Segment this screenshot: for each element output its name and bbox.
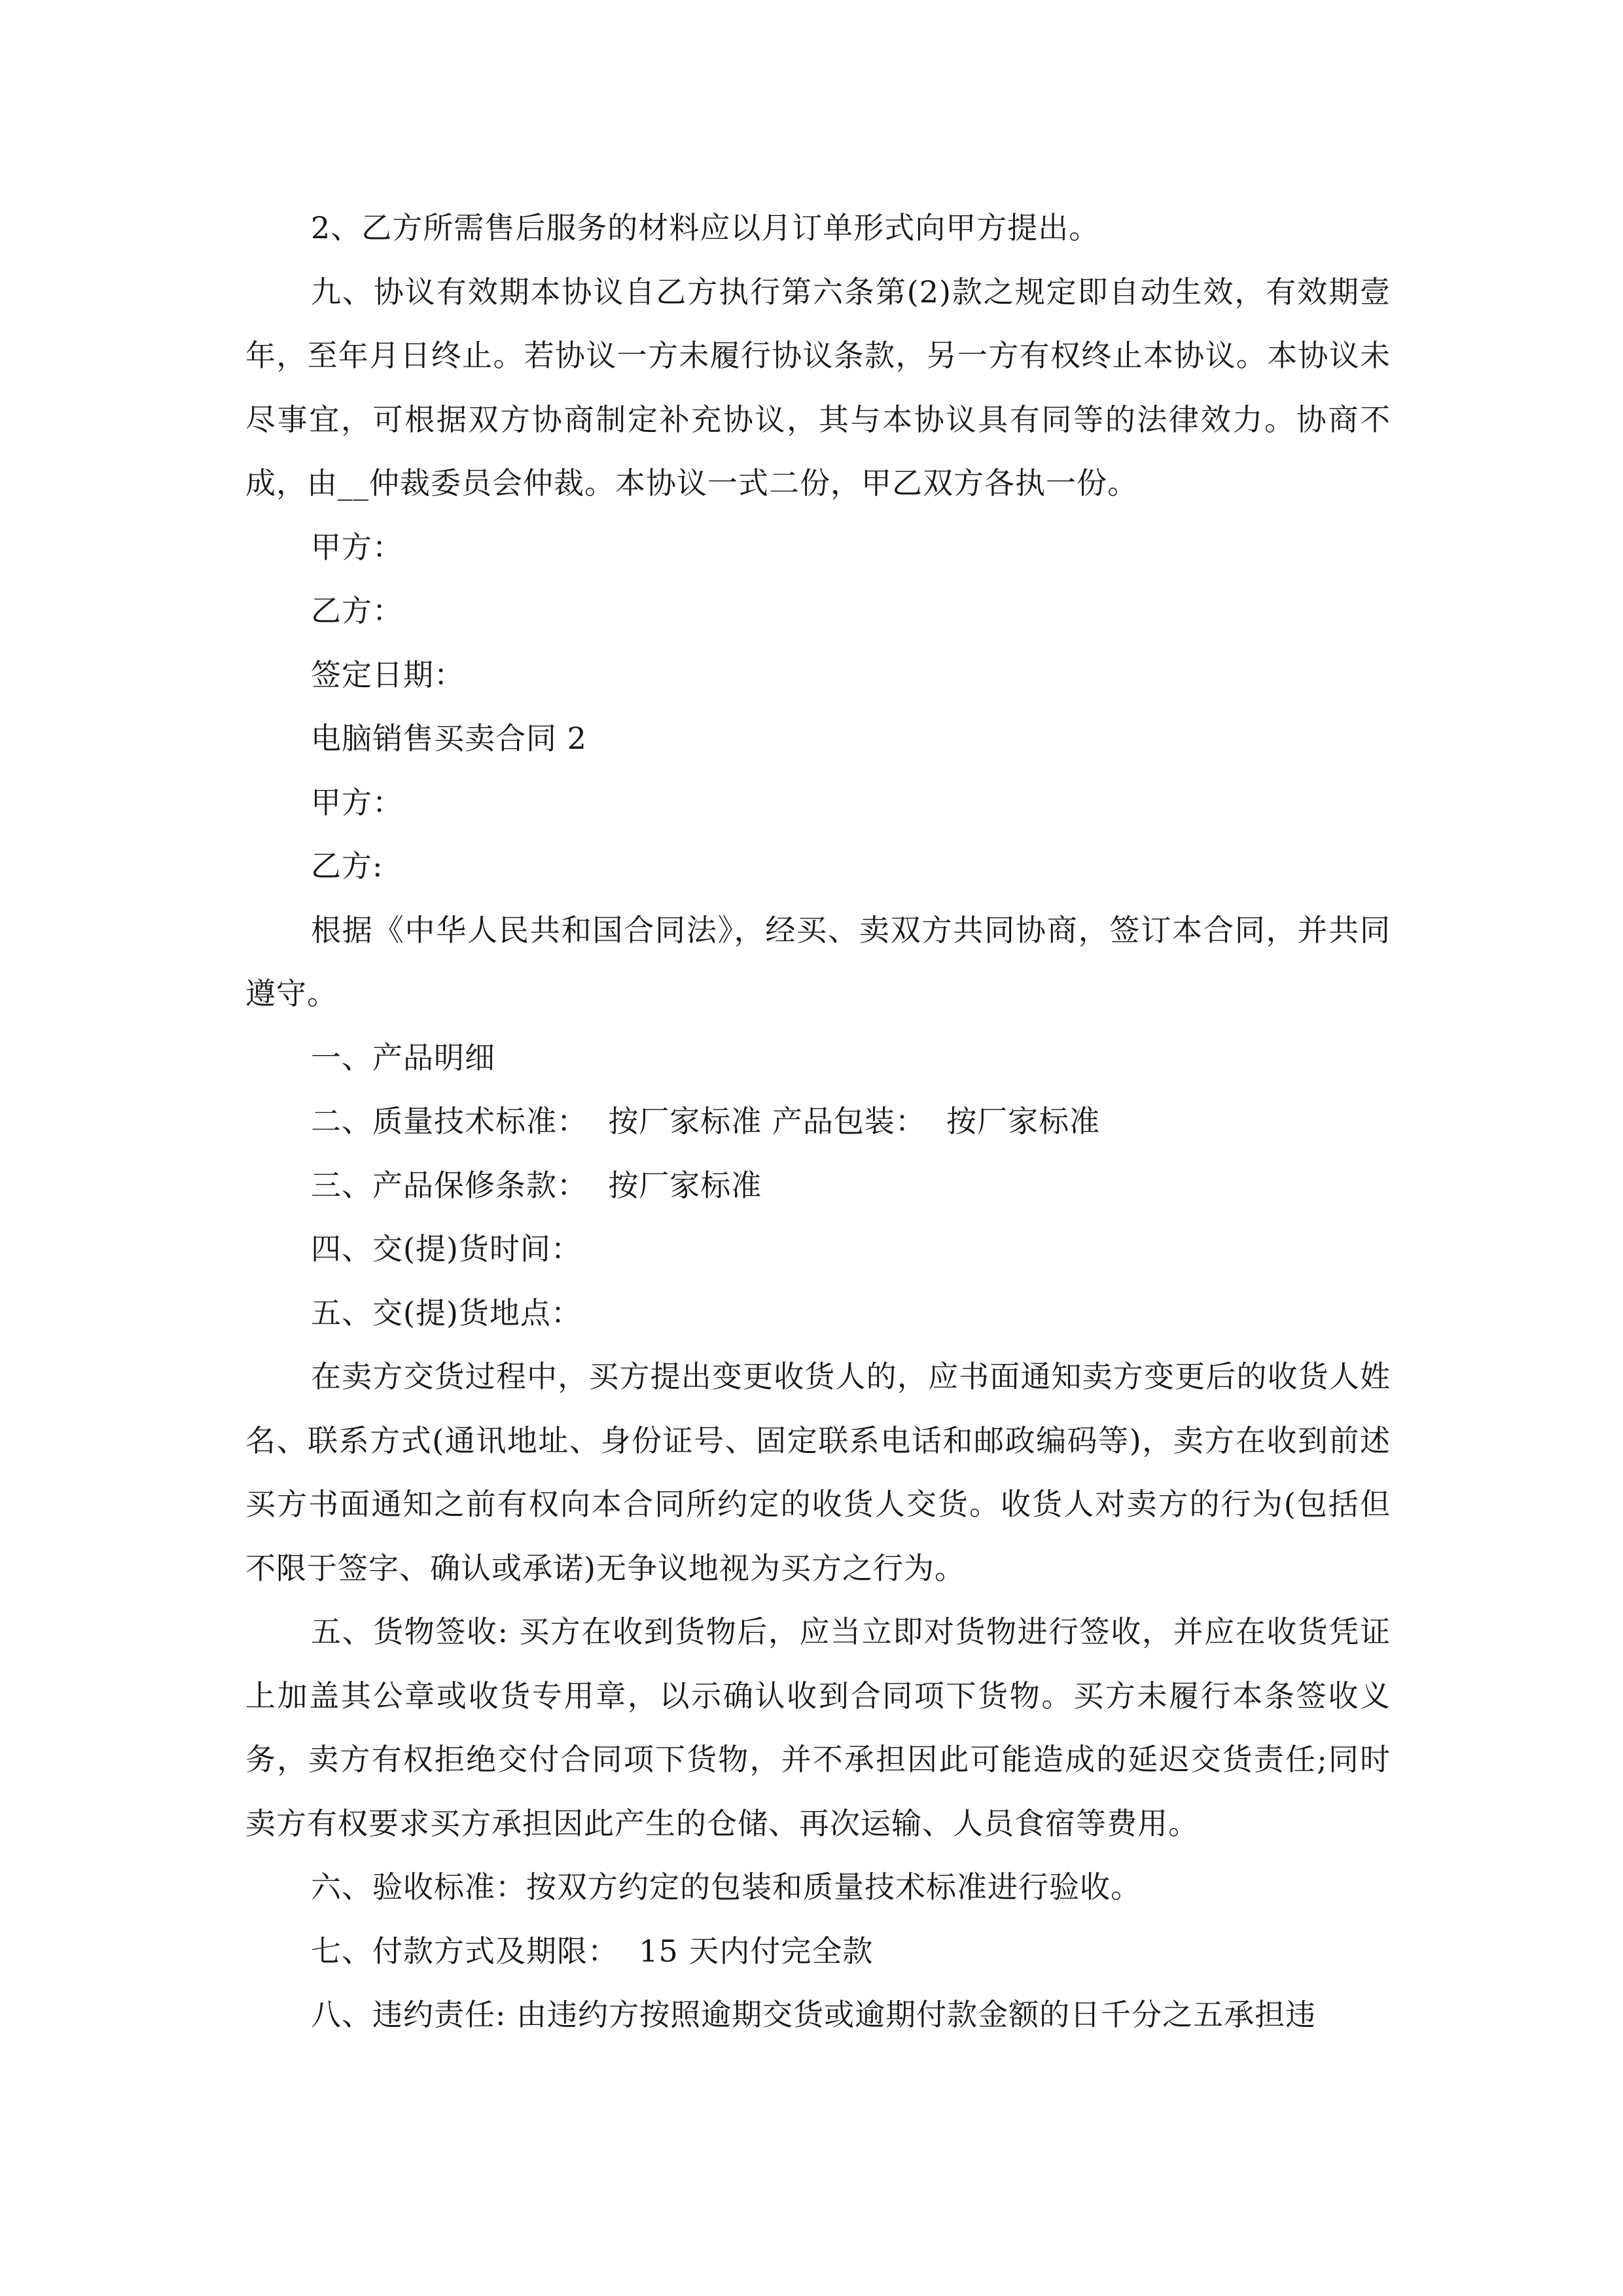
document-body xyxy=(245,196,1391,2047)
clause-breach-liability: 八、违约责任: 由违约方按照逾期交货或逾期付款金额的日千分之五承担违 xyxy=(311,1997,1317,2032)
paragraph-agreement-validity: 九、协议有效期本协议自乙方执行第六条第(2)款之规定即自动生效，有效期壹年，至年月日终止。若协议一方未履行协议条款，另一方有权终止本协议。本协议未尽事宜，可根据双方协商制定补充协议，其与本协议具有同等的法律效力。协商不成，由__仲裁委员会仲裁。本协议一式二份，甲乙双方各执一份。 xyxy=(245,274,1391,501)
contract-2-party-a: 甲方： xyxy=(311,784,403,820)
clause-quality-standard: 二、质量技术标准： 按厂家标准 产品包装： 按厂家标准 xyxy=(311,1103,1101,1139)
signing-date-line: 签定日期： xyxy=(311,656,465,692)
contract-2-party-b: 乙方: xyxy=(311,848,383,884)
clause-goods-receipt: 五、货物签收: 买方在收到货物后，应当立即对货物进行签收，并应在收货凭证上加盖其公章或收货专用章，以示确认收到合同项下货物。买方未履行本条签收义务，卖方有权拒绝交付合同项下货物，并不承担因此可能造成的延迟交货责任;同时卖方有权要求买方承担因此产生的仓储、再次运输、人员食宿等费用。 xyxy=(245,1614,1391,1841)
party-a-signature-line: 甲方： xyxy=(311,529,403,565)
clause-delivery-location: 五、交(提)货地点： xyxy=(311,1295,582,1331)
paragraph-consignee-change: 在卖方交货过程中，买方提出变更收货人的，应书面通知卖方变更后的收货人姓名、联系方式(通讯地址、身份证号、固定联系电话和邮政编码等)，卖方在收到前述买方书面通知之前有权向本合同所约定的收货人交货。收货人对卖方的行为(包括但不限于签字、确认或承诺)无争议地视为买方之行为。 xyxy=(245,1359,1391,1586)
contract-2-title: 电脑销售买卖合同 2 xyxy=(311,721,587,756)
paragraph-legal-basis: 根据《中华人民共和国合同法》，经买、卖双方共同协商，签订本合同，并共同遵守。 xyxy=(245,912,1391,1011)
clause-product-details: 一、产品明细 xyxy=(311,1039,495,1075)
clause-payment-terms: 七、付款方式及期限： 15 天内付完全款 xyxy=(311,1933,874,1969)
party-b-signature-line: 乙方： xyxy=(311,593,403,628)
clause-warranty: 三、产品保修条款： 按厂家标准 xyxy=(311,1167,762,1203)
clause-acceptance-standard: 六、验收标准：按双方约定的包装和质量技术标准进行验收。 xyxy=(311,1869,1141,1905)
paragraph-after-sales-material: 2、乙方所需售后服务的材料应以月订单形式向甲方提出。 xyxy=(311,210,1100,245)
clause-delivery-time: 四、交(提)货时间： xyxy=(311,1231,582,1266)
